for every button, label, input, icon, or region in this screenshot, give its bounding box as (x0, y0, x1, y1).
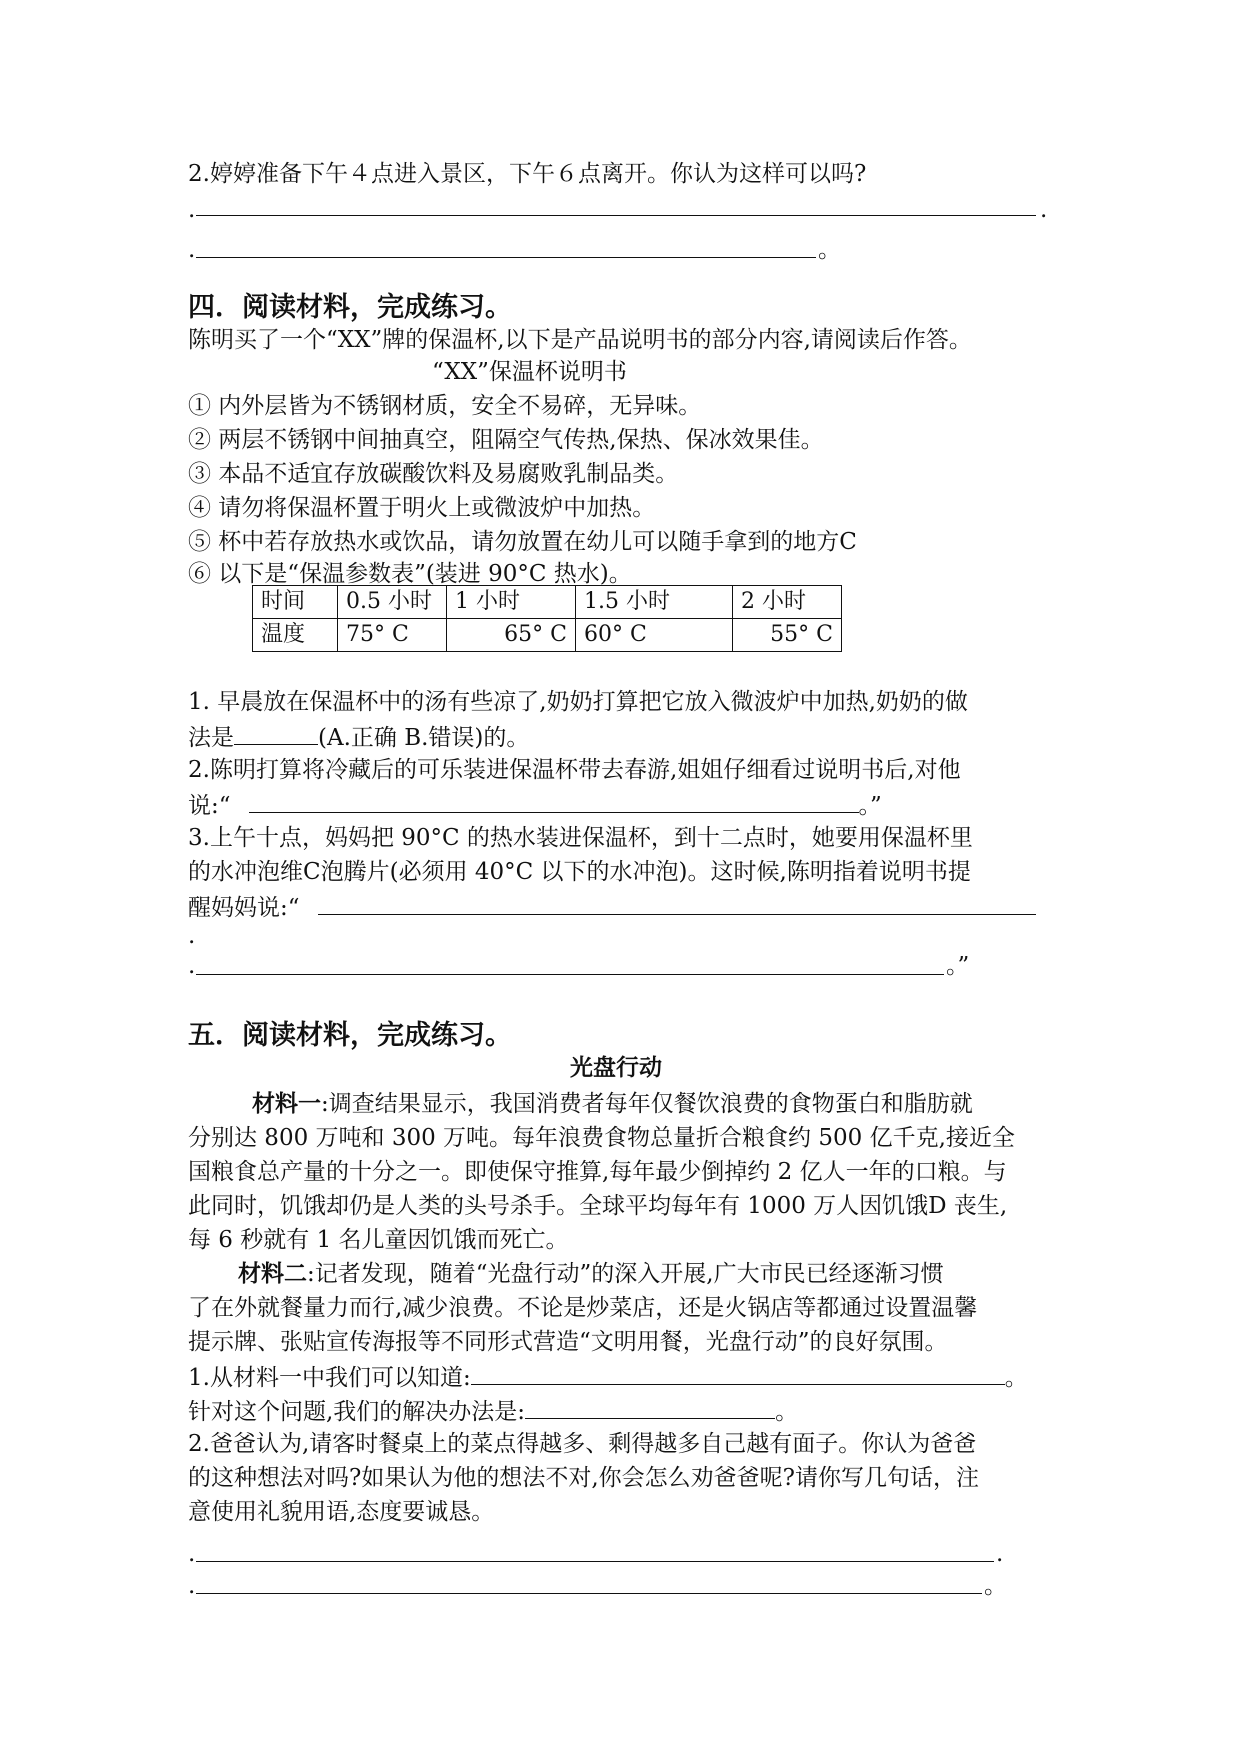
table-cell: 65° C (447, 619, 576, 652)
answer-line[interactable] (196, 256, 816, 258)
table-cell: 温度 (253, 619, 338, 652)
question-4-2-line2 (188, 788, 882, 822)
dot-marker: . (188, 197, 196, 223)
dot-marker: . (188, 953, 196, 979)
question-5-1b (188, 1394, 798, 1428)
manual-item-2: ② 两层不锈钢中间抽真空，阻隔空气传热,保热、保冰效果佳。 (188, 427, 824, 453)
table-row (253, 586, 842, 619)
insulation-parameter-table (252, 585, 842, 652)
q-text: 醒妈妈说:“ (188, 895, 300, 921)
question-5-2-line1: 2.爸爸认为,请客时餐桌上的菜点得越多、剩得越多自己越有面子。你认为爸爸 (188, 1431, 977, 1457)
line-end: . (996, 1541, 1004, 1567)
line-end: 。 (818, 237, 841, 263)
answer-blank[interactable] (234, 720, 318, 745)
question-4-3-line1: 3.上午十点，妈妈把 90°C 的热水装进保温杯，到十二点时，她要用保温杯里 (188, 825, 973, 851)
question-5-2-line3: 意使用礼貌用语,态度要诚恳。 (188, 1499, 495, 1525)
q-text: 说:“ (188, 793, 231, 819)
question-4-3-line2: 的水冲泡维C泡腾片(必须用 40°C 以下的水冲泡)。这时候,陈明指着说明书提 (188, 859, 971, 885)
material-2-line2: 了在外就餐量力而行,减少浪费。不论是炒菜店，还是火锅店等都通过设置温馨 (188, 1295, 978, 1321)
material-1-line1 (252, 1088, 973, 1120)
answer-blank[interactable] (471, 1360, 1005, 1385)
section-4-heading: 四．阅读材料，完成练习。 (188, 292, 512, 323)
answer-line[interactable] (196, 1592, 982, 1594)
question-3-2: 2.婷婷准备下午４点进入景区，下午６点离开。你认为这样可以吗? (188, 161, 867, 187)
manual-item-1: ① 内外层皆为不锈钢材质，安全不易碎，无异味。 (188, 393, 702, 419)
line-end: 。 (984, 1573, 1007, 1599)
q-text: 。 (775, 1399, 799, 1425)
question-5-2-line2: 的这种想法对吗?如果认为他的想法不对,你会怎么劝爸爸呢?请你写几句话，注 (188, 1465, 979, 1491)
answer-line[interactable] (196, 214, 1036, 216)
manual-item-4: ④ 请勿将保温杯置于明火上或微波炉中加热。 (188, 495, 656, 521)
dot-marker: . (188, 923, 196, 949)
dot-marker: . (188, 1573, 196, 1599)
question-5-1 (188, 1360, 1028, 1394)
material-1-line4: 此同时，饥饿却仍是人类的头号杀手。全球平均每年有 1000 万人因饥饿D 丧生, (188, 1193, 1008, 1219)
q-text: (A.正确 B.错误)的。 (318, 725, 530, 751)
q-text: 1.从材料一中我们可以知道: (188, 1365, 471, 1391)
manual-item-3: ③ 本品不适宜存放碳酸饮料及易腐败乳制品类。 (188, 461, 679, 487)
q-text: 。 (1004, 1365, 1028, 1391)
line-end: . (1040, 197, 1048, 223)
question-4-1-line1: 1. 早晨放在保温杯中的汤有些凉了,奶奶打算把它放入微波炉中加热,奶奶的做 (188, 689, 968, 715)
table-cell: 55° C (733, 619, 842, 652)
material-2-label: 材料二 (238, 1261, 307, 1287)
table-cell: 60° C (576, 619, 733, 652)
material-1-label: 材料一 (252, 1091, 321, 1117)
table-row (253, 619, 842, 652)
question-4-2-line1: 2.陈明打算将冷藏后的可乐装进保温杯带去春游,姐姐仔细看过说明书后,对他 (188, 757, 961, 783)
table-cell: 1 小时 (447, 586, 576, 619)
q-text: 法是 (188, 725, 234, 751)
material-1-line5: 每 6 秒就有 1 名儿童因饥饿而死亡。 (188, 1227, 569, 1253)
material-2-line3: 提示牌、张贴宣传海报等不同形式营造“文明用餐，光盘行动”的良好氛围。 (188, 1329, 948, 1355)
answer-line[interactable] (196, 973, 944, 975)
section-4-intro: 陈明买了一个“XX”牌的保温杯,以下是产品说明书的部分内容,请阅读后作答。 (188, 327, 972, 353)
answer-blank[interactable] (318, 890, 1036, 915)
table-cell: 时间 (253, 586, 338, 619)
table-cell: 75° C (338, 619, 447, 652)
question-4-3-line3 (188, 890, 1036, 924)
material-2-line1 (238, 1258, 944, 1290)
table-cell: 2 小时 (733, 586, 842, 619)
material-1-line2: 分别达 800 万吨和 300 万吨。每年浪费食物总量折合粮食约 500 亿千克,接近全 (188, 1125, 1015, 1151)
material-text: :调查结果显示，我国消费者每年仅餐饮浪费的食物蛋白和脂肪就 (321, 1091, 973, 1117)
table-cell: 1.5 小时 (576, 586, 733, 619)
line-end: 。” (946, 953, 970, 979)
answer-blank[interactable] (525, 1394, 775, 1419)
q-text: 针对这个问题,我们的解决办法是: (188, 1399, 526, 1425)
manual-item-5: ⑤ 杯中若存放热水或饮品，请勿放置在幼儿可以随手拿到的地方C (188, 529, 857, 555)
table-cell: 0.5 小时 (338, 586, 447, 619)
manual-item-6: ⑥ 以下是“保温参数表”(装进 90°C 热水)。 (188, 561, 632, 587)
section-5-heading: 五．阅读材料，完成练习。 (188, 1020, 512, 1051)
dot-marker: . (188, 1541, 196, 1567)
q-text: 。” (858, 793, 882, 819)
material-text: :记者发现，随着“光盘行动”的深入开展,广大市民已经逐渐习惯 (307, 1261, 944, 1287)
dot-marker: . (188, 237, 196, 263)
answer-blank[interactable] (249, 788, 859, 813)
answer-line[interactable] (196, 1560, 994, 1562)
manual-title: “XX”保温杯说明书 (432, 359, 627, 385)
material-title: 光盘行动 (570, 1055, 662, 1081)
material-1-line3: 国粮食总产量的十分之一。即使保守推算,每年最少倒掉约 2 亿人一年的口粮。与 (188, 1159, 1007, 1185)
question-4-1-line2 (188, 720, 529, 754)
